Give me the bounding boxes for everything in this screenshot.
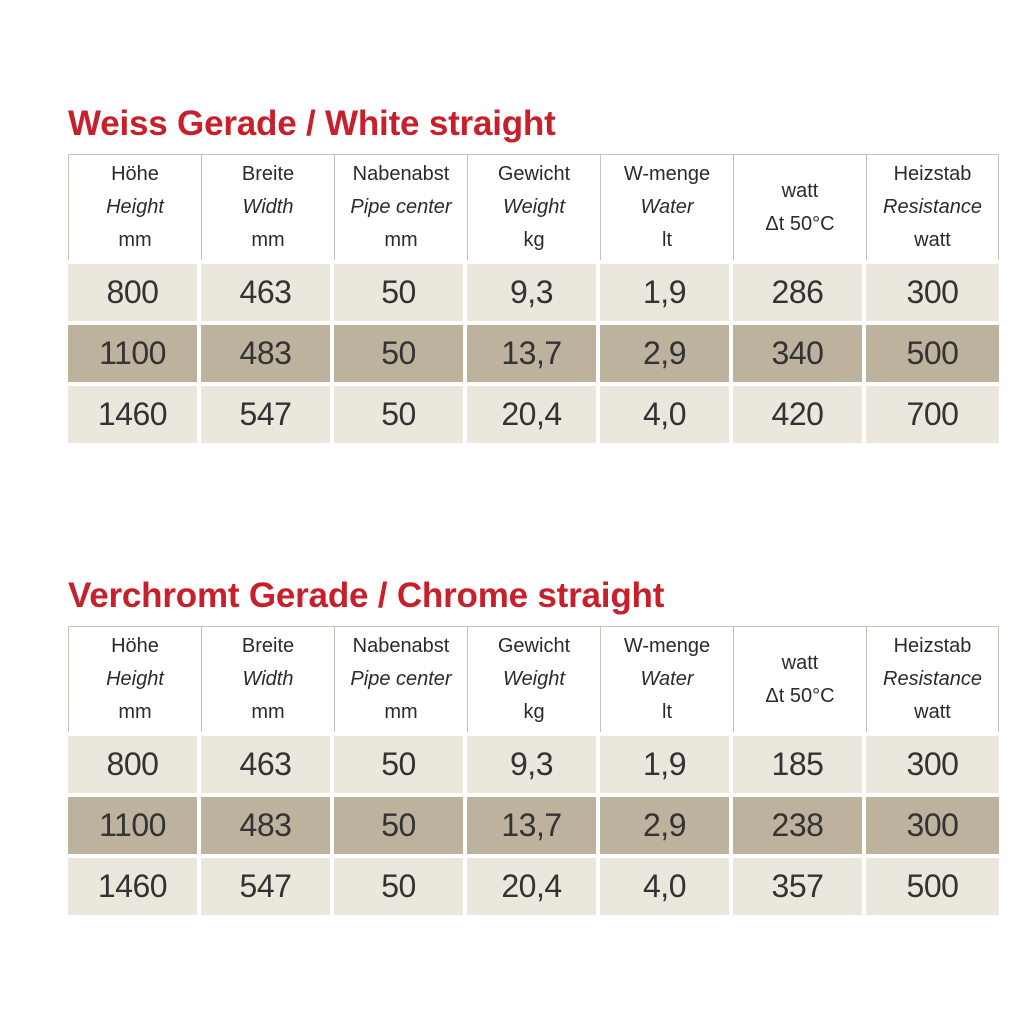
table-cell: 547 bbox=[201, 858, 330, 915]
header-en: Height bbox=[106, 668, 164, 690]
table-cell: 9,3 bbox=[467, 264, 596, 321]
table-cell: 547 bbox=[201, 386, 330, 443]
header-de: Breite bbox=[241, 163, 295, 185]
table-row bbox=[68, 797, 999, 854]
table-cell: 1100 bbox=[68, 325, 197, 382]
table-cell: 50 bbox=[334, 736, 463, 793]
header-unit: mm bbox=[118, 701, 152, 723]
header-en: Resistance bbox=[883, 668, 982, 690]
header-cell-resistance bbox=[866, 154, 999, 260]
header-cell-water bbox=[600, 626, 733, 732]
header-de: Nabenabst bbox=[352, 635, 450, 657]
header-unit: watt bbox=[914, 701, 951, 723]
header-de: Höhe bbox=[111, 635, 159, 657]
header-de: W-menge bbox=[623, 635, 711, 657]
header-en: Water bbox=[640, 196, 694, 218]
header-unit: mm bbox=[251, 701, 285, 723]
header-en: Height bbox=[106, 196, 164, 218]
table-cell: 50 bbox=[334, 386, 463, 443]
header-cell-watt bbox=[733, 626, 866, 732]
table-cell: 185 bbox=[733, 736, 862, 793]
header-en: Resistance bbox=[883, 196, 982, 218]
table-cell: 2,9 bbox=[600, 797, 729, 854]
header-de: Heizstab bbox=[893, 635, 972, 657]
header-unit: kg bbox=[523, 229, 545, 251]
table-section-white bbox=[68, 98, 999, 443]
table-header bbox=[68, 154, 999, 260]
header-unit: mm bbox=[251, 229, 285, 251]
header-de: W-menge bbox=[623, 163, 711, 185]
table-row bbox=[68, 858, 999, 915]
header-cell-water bbox=[600, 154, 733, 260]
header-en: Weight bbox=[503, 668, 565, 690]
header-de: Höhe bbox=[111, 163, 159, 185]
header-de: Gewicht bbox=[497, 635, 571, 657]
table-cell: 4,0 bbox=[600, 858, 729, 915]
header-en: Pipe center bbox=[350, 196, 452, 218]
table-cell: 50 bbox=[334, 797, 463, 854]
table-cell: 4,0 bbox=[600, 386, 729, 443]
table-cell: 800 bbox=[68, 264, 197, 321]
header-de: Gewicht bbox=[497, 163, 571, 185]
header-cell-resistance bbox=[866, 626, 999, 732]
header-unit: mm bbox=[118, 229, 152, 251]
table-cell: 20,4 bbox=[467, 858, 596, 915]
table-cell: 483 bbox=[201, 325, 330, 382]
header-de: Heizstab bbox=[893, 163, 972, 185]
table-header bbox=[68, 626, 999, 732]
header-cell-weight bbox=[467, 626, 600, 732]
table-row bbox=[68, 386, 999, 443]
table-cell: 800 bbox=[68, 736, 197, 793]
table-cell: 1460 bbox=[68, 386, 197, 443]
header-en: Weight bbox=[503, 196, 565, 218]
header-unit: lt bbox=[662, 229, 672, 251]
table-cell: 13,7 bbox=[467, 797, 596, 854]
header-cell-width bbox=[201, 154, 334, 260]
header-cell-pipe-center bbox=[334, 154, 467, 260]
header-de: watt bbox=[781, 179, 819, 202]
header-unit: kg bbox=[523, 701, 545, 723]
header-unit: watt bbox=[914, 229, 951, 251]
section-title: Verchromt Gerade / Chrome straight bbox=[68, 576, 665, 615]
table-cell: 50 bbox=[334, 858, 463, 915]
header-en: Pipe center bbox=[350, 668, 452, 690]
table-cell: 286 bbox=[733, 264, 862, 321]
header-de: Nabenabst bbox=[352, 163, 450, 185]
header-unit: mm bbox=[384, 701, 418, 723]
header-de: Breite bbox=[241, 635, 295, 657]
header-de: watt bbox=[781, 651, 819, 674]
table-cell: 357 bbox=[733, 858, 862, 915]
table-cell: 1,9 bbox=[600, 264, 729, 321]
table-cell: 500 bbox=[866, 325, 999, 382]
table-cell: 340 bbox=[733, 325, 862, 382]
header-en: Width bbox=[242, 668, 294, 690]
table-cell: 420 bbox=[733, 386, 862, 443]
section-title: Weiss Gerade / White straight bbox=[68, 104, 556, 143]
table-cell: 2,9 bbox=[600, 325, 729, 382]
table-cell: 238 bbox=[733, 797, 862, 854]
table-cell: 463 bbox=[201, 736, 330, 793]
table-row bbox=[68, 325, 999, 382]
header-cell-height bbox=[68, 154, 201, 260]
table-cell: 13,7 bbox=[467, 325, 596, 382]
header-cell-height bbox=[68, 626, 201, 732]
table-cell: 50 bbox=[334, 264, 463, 321]
table-cell: 1100 bbox=[68, 797, 197, 854]
table-cell: 300 bbox=[866, 797, 999, 854]
header-unit: lt bbox=[662, 701, 672, 723]
table-cell: 300 bbox=[866, 736, 999, 793]
table-cell: 463 bbox=[201, 264, 330, 321]
header-cell-pipe-center bbox=[334, 626, 467, 732]
header-cell-watt bbox=[733, 154, 866, 260]
header-en: Width bbox=[242, 196, 294, 218]
header-en: Water bbox=[640, 668, 694, 690]
table-cell: 300 bbox=[866, 264, 999, 321]
table-cell: 483 bbox=[201, 797, 330, 854]
header-unit: Δt 50°C bbox=[765, 684, 835, 707]
table-row bbox=[68, 736, 999, 793]
table-row bbox=[68, 264, 999, 321]
table-section-chrome bbox=[68, 570, 999, 915]
header-unit: Δt 50°C bbox=[765, 212, 835, 235]
table-cell: 500 bbox=[866, 858, 999, 915]
table-cell: 50 bbox=[334, 325, 463, 382]
table-cell: 1,9 bbox=[600, 736, 729, 793]
table-cell: 20,4 bbox=[467, 386, 596, 443]
table-cell: 1460 bbox=[68, 858, 197, 915]
header-unit: mm bbox=[384, 229, 418, 251]
header-cell-weight bbox=[467, 154, 600, 260]
header-cell-width bbox=[201, 626, 334, 732]
table-cell: 700 bbox=[866, 386, 999, 443]
table-cell: 9,3 bbox=[467, 736, 596, 793]
